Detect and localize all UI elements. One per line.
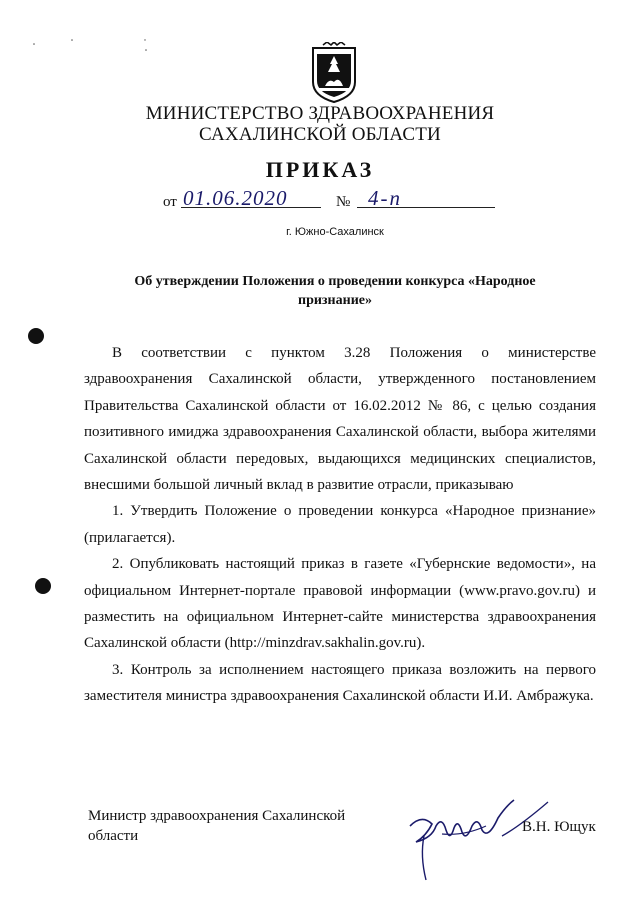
- binder-hole-mark: [28, 328, 44, 344]
- order-subject: Об утверждении Положения о проведении конкурса «Народное признание»: [134, 274, 536, 308]
- order-body: [84, 340, 596, 710]
- scan-specks: [30, 38, 160, 68]
- signatory-role: [88, 806, 388, 846]
- document-type-title: ПРИКАЗ: [265, 157, 375, 182]
- number-handwritten: 4-п: [368, 186, 402, 210]
- number-label: №: [336, 194, 351, 210]
- signatory-role-line2: области: [88, 828, 139, 844]
- order-item-3: 3. Контроль за исполнением настоящего приказа возложить на первого заместителя министра здравоохранения Сахалинской области И.И. Амбражука.: [84, 661, 596, 705]
- date-label: от: [163, 194, 177, 210]
- date-handwritten: 01.06.2020: [183, 186, 288, 210]
- city-label: г. Южно-Сахалинск: [286, 226, 384, 238]
- handwritten-signature: [402, 796, 552, 884]
- signatory-name: В.Н. Ющук: [522, 819, 596, 835]
- order-item-1: 1. Утвердить Положение о проведении конкурса «Народное признание» (прилагается).: [84, 503, 596, 546]
- preamble-paragraph: В соответствии с пунктом 3.28 Положения о министерстве здравоохранения Сахалинской области, утвержденного постановлением Правительства Сахалинской области от 16.02.2012 № 86, с целью создания позитивного имиджа здравоохранения Сахалинской области, выбора жителями Сахалинской области передовых, выдающихся медицинских специалистов, внесшими большой личный вклад в развитие отрасли, приказываю: [84, 345, 596, 494]
- coat-of-arms-emblem: [307, 42, 361, 104]
- ministry-name-line2: САХАЛИНСКОЙ ОБЛАСТИ: [199, 124, 441, 145]
- order-item-2: 2. Опубликовать настоящий приказ в газете «Губернские ведомости», на официальном Интернет-портале правовой информации (www.pravo.gov.ru) и разместить на официальном Интернет-сайте министерства здравоохранения Сахалинской области (http://minzdrav.sakhalin.gov.ru).: [84, 556, 596, 652]
- ministry-name-line1: МИНИСТЕРСТВО ЗДРАВООХРАНЕНИЯ: [145, 103, 495, 124]
- binder-hole-mark: [35, 578, 51, 594]
- signatory-role-line1: Министр здравоохранения Сахалинской: [88, 808, 346, 824]
